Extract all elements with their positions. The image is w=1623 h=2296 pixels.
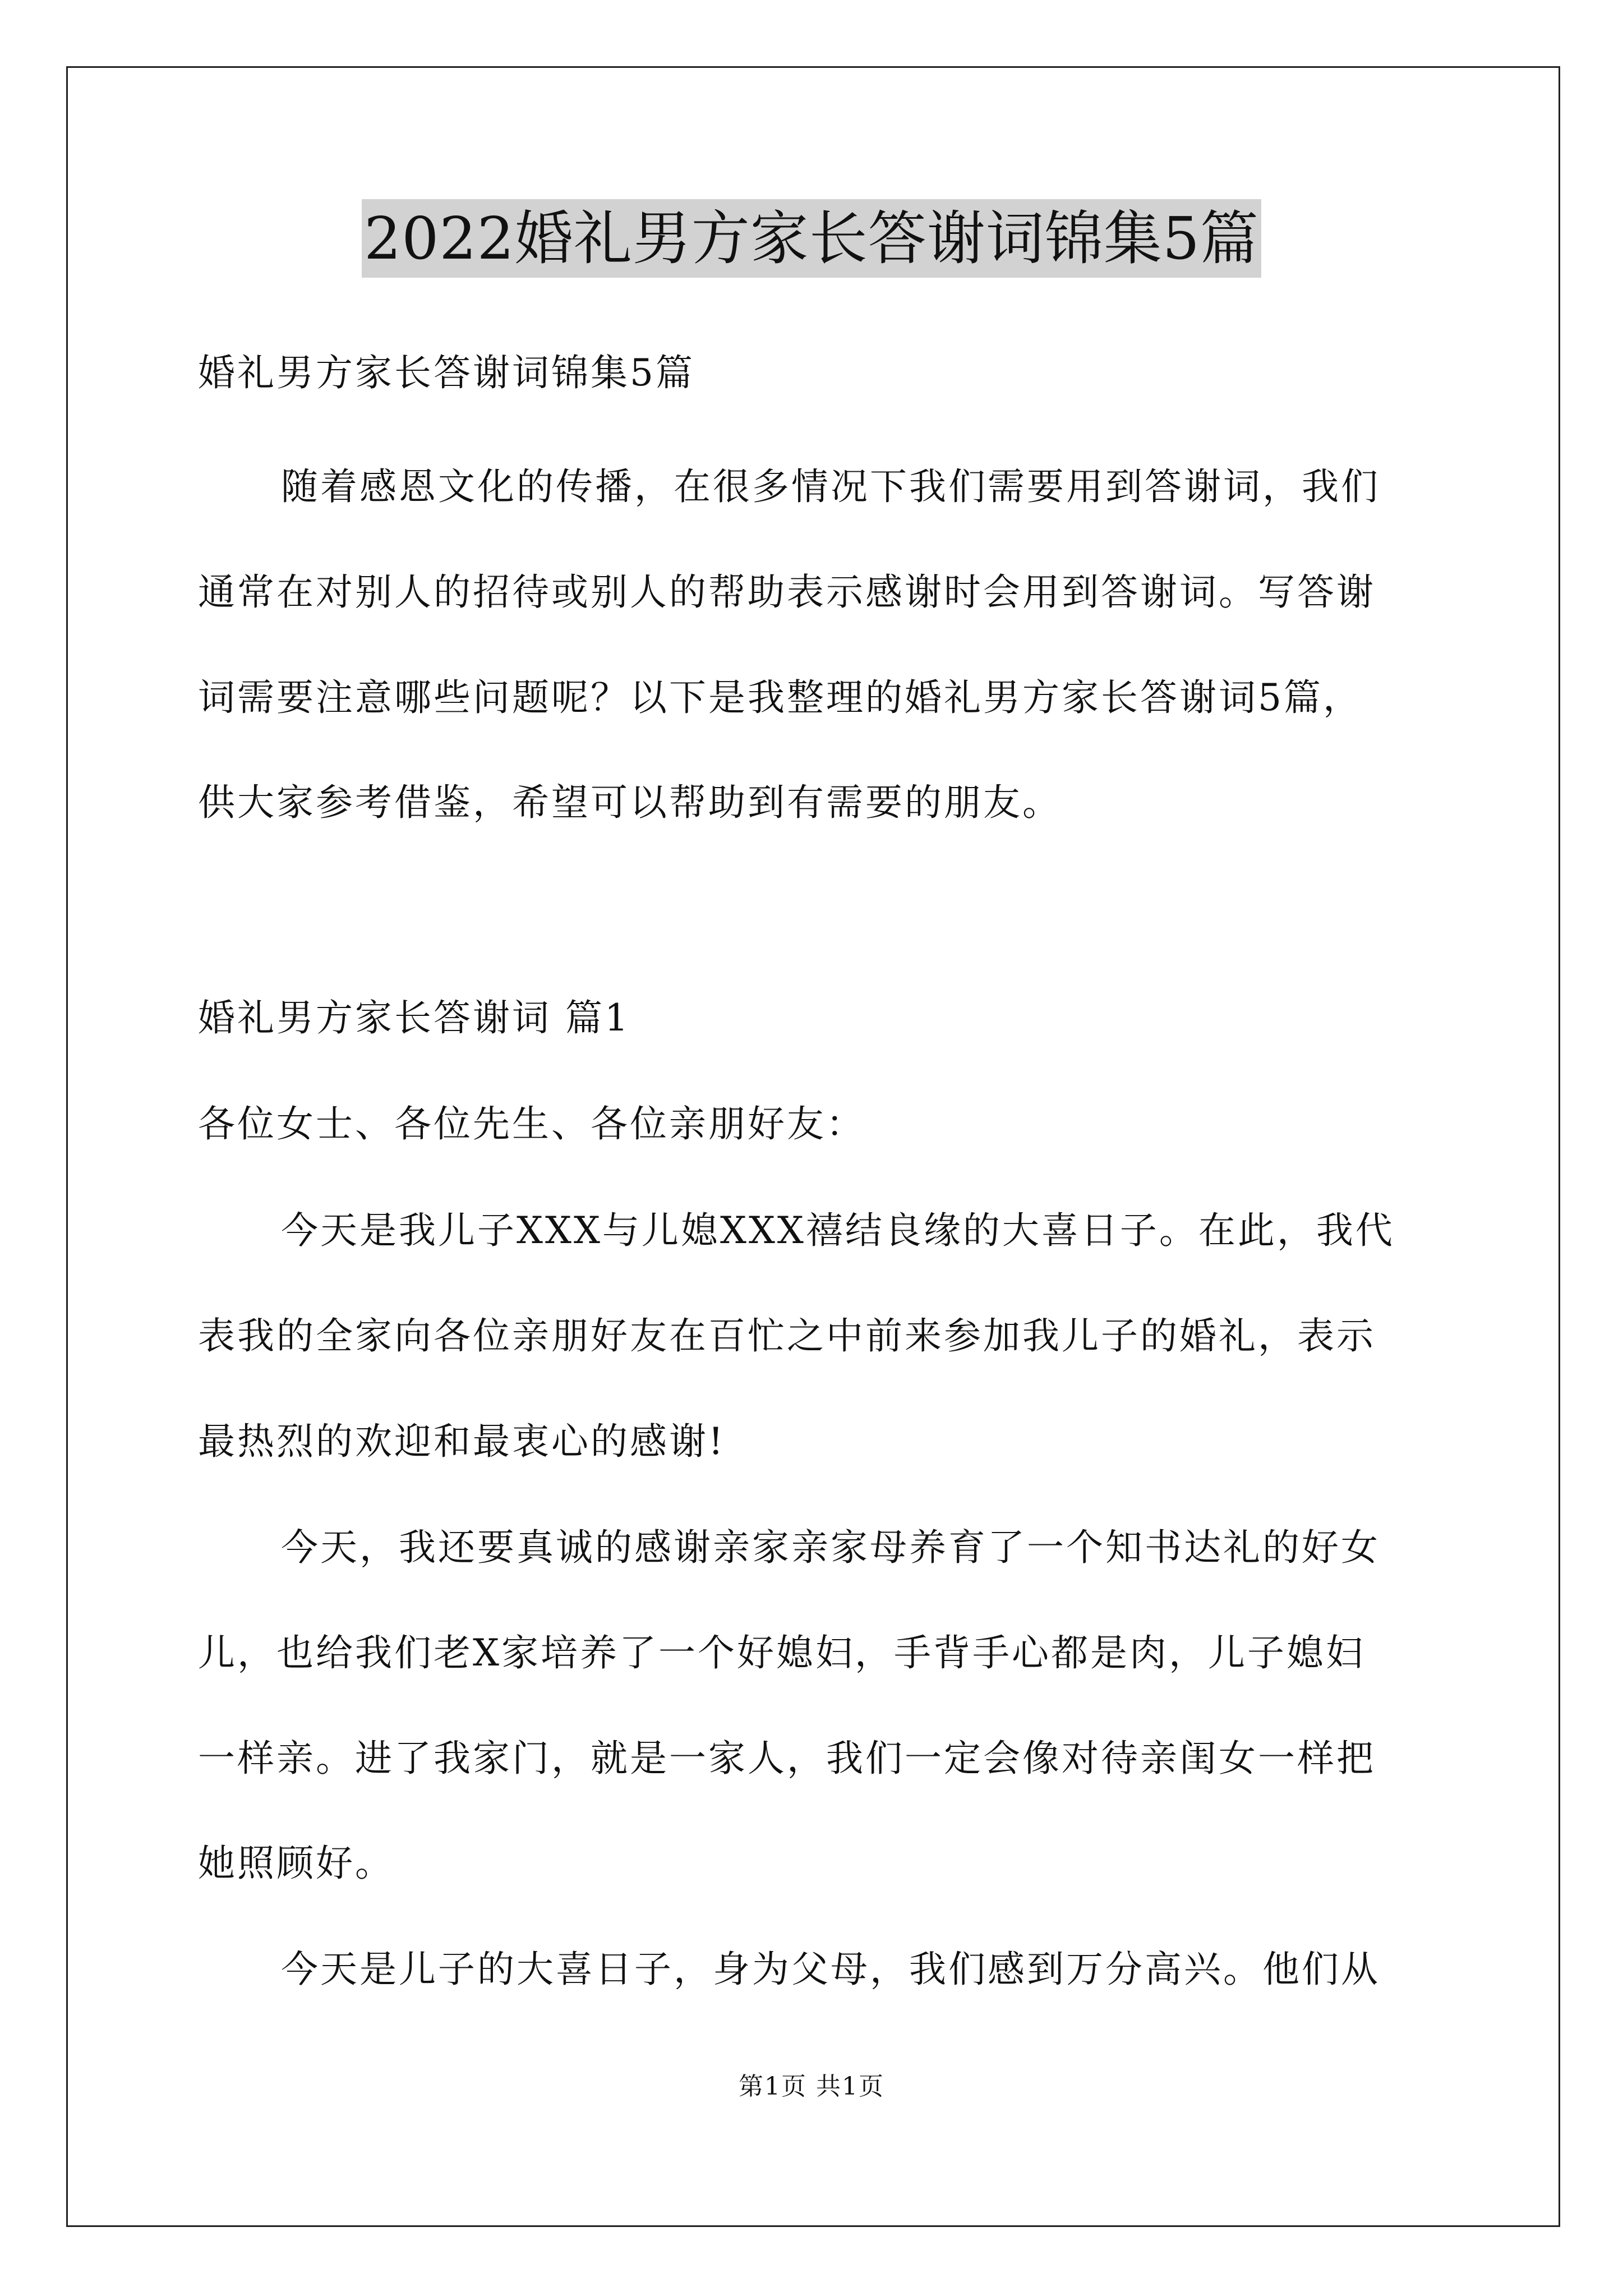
body-paragraph-line: 儿，也给我们老X家培养了一个好媳妇，手背手心都是肉，儿子媳妇 [198,1631,1365,1674]
intro-paragraph-line: 词需要注意哪些问题呢？以下是我整理的婚礼男方家长答谢词5篇， [198,676,1362,719]
body-paragraph-line: 今天是儿子的大喜日子，身为父母，我们感到万分高兴。他们从 [281,1948,1380,1991]
page-footer: 第1页 共1页 [739,2072,884,2101]
section-heading: 婚礼男方家长答谢词 篇1 [198,996,630,1039]
body-paragraph-line: 一样亲。进了我家门，就是一家人，我们一定会像对待亲闺女一样把 [198,1737,1376,1780]
title-container [0,199,1623,278]
body-paragraph-line: 今天是我儿子XXX与儿媳XXX禧结良缘的大喜日子。在此，我代 [281,1209,1395,1252]
body-paragraph-line: 最热烈的欢迎和最衷心的感谢! [198,1420,726,1463]
intro-paragraph-line: 随着感恩文化的传播，在很多情况下我们需要用到答谢词，我们 [281,465,1380,508]
subtitle-line: 婚礼男方家长答谢词锦集5篇 [198,351,695,394]
body-paragraph-line: 她照顾好。 [198,1842,394,1885]
body-paragraph-line: 表我的全家向各位亲朋好友在百忙之中前来参加我儿子的婚礼，表示 [198,1314,1376,1358]
intro-paragraph-line: 供大家参考借鉴，希望可以帮助到有需要的朋友。 [198,781,1062,824]
intro-paragraph-line: 通常在对别人的招待或别人的帮助表示感谢时会用到答谢词。写答谢 [198,570,1376,614]
document-title: 2022婚礼男方家长答谢词锦集5篇 [362,199,1261,278]
body-paragraph-line: 今天，我还要真诚的感谢亲家亲家母养育了一个知书达礼的好女 [281,1526,1380,1569]
salutation-line: 各位女士、各位先生、各位亲朋好友： [198,1102,865,1145]
